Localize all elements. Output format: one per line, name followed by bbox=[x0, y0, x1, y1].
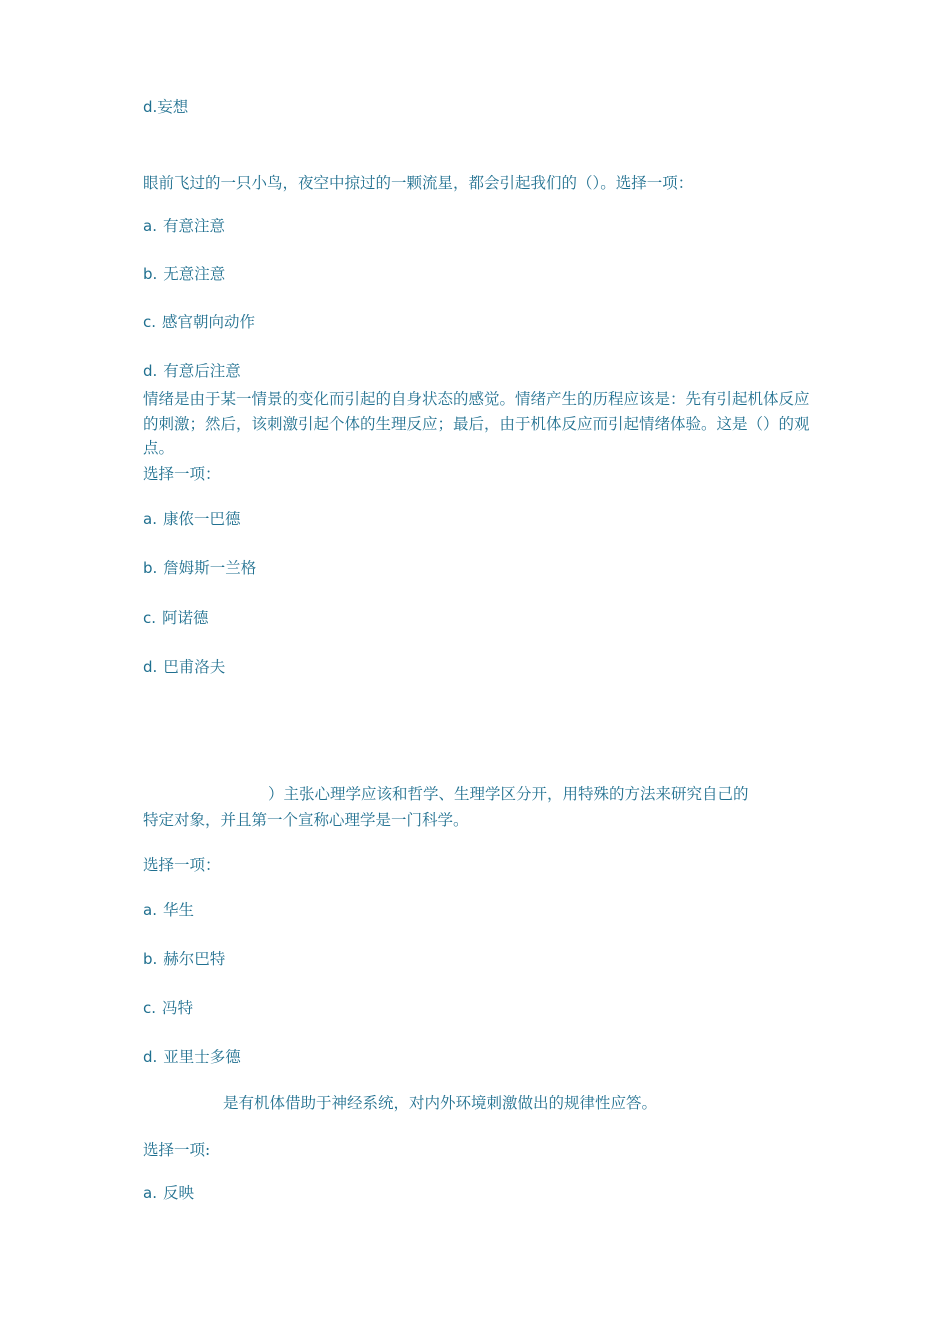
option-text: 阿诺德 bbox=[162, 609, 209, 627]
q2-option-d[interactable] bbox=[143, 657, 225, 677]
q2-prompt: 选择一项： bbox=[143, 465, 221, 483]
q3-option-d[interactable] bbox=[143, 1047, 241, 1067]
q3-stem-line2: 特定对象，并且第一个宣称心理学是一门科学。 bbox=[143, 811, 469, 829]
q4-option-a[interactable] bbox=[143, 1183, 194, 1203]
option-letter: d. bbox=[143, 658, 158, 676]
option-letter: a. bbox=[143, 510, 157, 528]
q3-option-c[interactable] bbox=[143, 998, 193, 1018]
option-letter: c. bbox=[143, 313, 157, 331]
q2-stem: 情绪是由于某一情景的变化而引起的自身状态的感觉。情绪产生的历程应该是：先有引起机体反应的刺激；然后，该刺激引起个体的生理反应；最后，由于机体反应而引起情绪体验。这是（）的观点。 bbox=[143, 390, 810, 457]
q3-prompt: 选择一项： bbox=[143, 856, 221, 874]
option-text: 有意注意 bbox=[162, 217, 225, 235]
option-letter: c. bbox=[143, 999, 157, 1017]
option-text: 詹姆斯一兰格 bbox=[163, 559, 257, 577]
q2-option-c[interactable] bbox=[143, 608, 209, 628]
q1-option-c[interactable] bbox=[143, 312, 255, 332]
option-text: 华生 bbox=[162, 901, 194, 919]
option-text: 巴甫洛夫 bbox=[163, 658, 226, 676]
option-letter: a. bbox=[143, 1184, 157, 1202]
option-letter: a. bbox=[143, 217, 157, 235]
q1-stem: 眼前飞过的一只小鸟，夜空中掠过的一颗流星，都会引起我们的（）。选择一项： bbox=[143, 174, 694, 192]
option-text: 妄想 bbox=[157, 98, 189, 116]
option-text: 有意后注意 bbox=[163, 362, 241, 380]
option-text: 冯特 bbox=[162, 999, 194, 1017]
q3-stem-line1: ）主张心理学应该和哲学、生理学区分开，用特殊的方法来研究自己的 bbox=[268, 785, 749, 803]
option-letter: c. bbox=[143, 609, 157, 627]
q4-prompt: 选择一项: bbox=[143, 1141, 211, 1159]
q1-option-a[interactable] bbox=[143, 216, 225, 236]
option-letter: d. bbox=[143, 1048, 158, 1066]
prev-option-d[interactable] bbox=[143, 97, 188, 117]
option-letter: b. bbox=[143, 950, 158, 968]
option-text: 亚里士多德 bbox=[163, 1048, 241, 1066]
option-text: 反映 bbox=[162, 1184, 194, 1202]
q2-option-b[interactable] bbox=[143, 558, 256, 578]
q3-option-b[interactable] bbox=[143, 949, 225, 969]
option-letter: d. bbox=[143, 362, 158, 380]
q3-option-a[interactable] bbox=[143, 900, 194, 920]
option-letter: b. bbox=[143, 559, 158, 577]
option-text: 感官朝向动作 bbox=[162, 313, 256, 331]
q4-stem: 是有机体借助于神经系统，对内外环境刺激做出的规律性应答。 bbox=[223, 1094, 658, 1112]
option-text: 赫尔巴特 bbox=[163, 950, 226, 968]
option-letter: b. bbox=[143, 265, 158, 283]
option-text: 无意注意 bbox=[163, 265, 226, 283]
q2-option-a[interactable] bbox=[143, 509, 240, 529]
option-letter: d. bbox=[143, 98, 158, 116]
q1-option-d[interactable] bbox=[143, 361, 241, 381]
option-letter: a. bbox=[143, 901, 157, 919]
q1-option-b[interactable] bbox=[143, 264, 225, 284]
option-text: 康侬一巴德 bbox=[162, 510, 241, 528]
